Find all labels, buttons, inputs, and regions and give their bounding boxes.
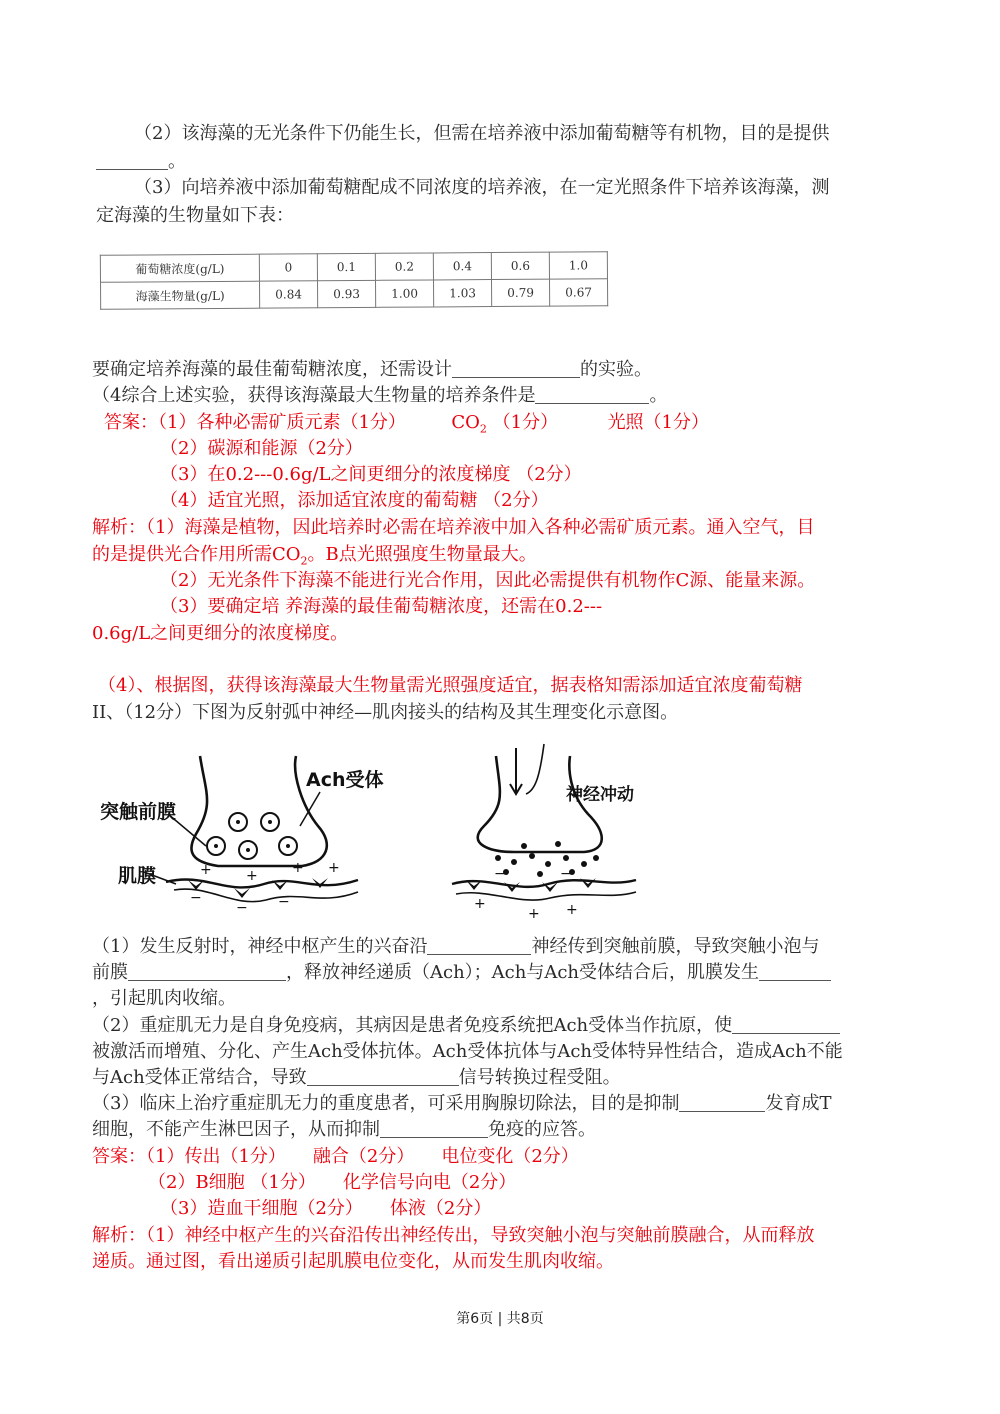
explanation-2-l2: 递质。通过图，看出递质引起肌膜电位变化，从而发生肌肉收缩。 xyxy=(92,1251,614,1272)
p2q1-d: ，释放神经递质（Ach）；Ach与Ach受体结合后，肌膜发生 xyxy=(286,962,760,983)
q2-line-2 xyxy=(96,150,186,174)
p2q1-blank-2[interactable] xyxy=(128,962,286,981)
explanation-2-line-2 xyxy=(92,1250,614,1274)
answer-1-a: 答案：（1）各种必需矿质元素（1分） xyxy=(104,412,406,433)
table-cell: 1.00 xyxy=(375,280,433,307)
answer-1-l4: （4）适宜光照，添加适宜浓度的葡萄糖 （2分） xyxy=(160,490,549,511)
q3b-post: 的实验。 xyxy=(580,359,652,380)
p2q3-c: 细胞，不能产生淋巴因子，从而抑制 xyxy=(92,1119,380,1140)
explanation-1-line-1 xyxy=(92,516,814,540)
table-cell: 1.0 xyxy=(549,252,607,279)
p2q2-line-3 xyxy=(92,1066,621,1090)
svg-text:+: + xyxy=(566,902,578,918)
q2-answer-blank[interactable] xyxy=(96,151,168,170)
answer-1-line-3 xyxy=(160,463,582,487)
table-cell: 0 xyxy=(259,254,317,281)
q2-tail: 。 xyxy=(168,151,186,172)
label-ach-receptor: Ach受体 xyxy=(306,769,384,791)
table-cell: 0.84 xyxy=(260,281,318,308)
p2q2-b: 被激活而增殖、分化、产生Ach受体抗体。Ach受体抗体与Ach受体特异性结合，造成Ach不能 xyxy=(92,1041,843,1062)
q3-text-2: 定海藻的生物量如下表： xyxy=(96,205,294,226)
p2q3-a: （3）临床上治疗重症肌无力的重度患者，可采用胸腺切除法，目的是抑制 xyxy=(92,1093,680,1114)
label-nerve-impulse: 神经冲动 xyxy=(566,785,634,805)
explanation-1-l5: 0.6g/L之间更细分的浓度梯度。 xyxy=(92,623,349,644)
explanation-1-l4: （3）要确定培 养海藻的最佳葡萄糖浓度，还需在0.2--- xyxy=(160,596,603,617)
p2q1-c: 前膜 xyxy=(92,962,128,983)
p2q3-blank-1[interactable] xyxy=(679,1093,765,1112)
q3b-pre: 要确定培养海藻的最佳葡萄糖浓度，还需设计 xyxy=(92,359,452,380)
answer-2-l3: （3）造血干细胞（2分） 体液（2分） xyxy=(160,1198,492,1219)
svg-text:+: + xyxy=(328,860,340,876)
table-row xyxy=(100,252,607,283)
p2q1-line-1 xyxy=(92,935,819,959)
explanation-1-line-5 xyxy=(92,622,348,646)
table-cell: 0.4 xyxy=(433,253,491,280)
answer-2-line-2 xyxy=(148,1171,516,1195)
p2q1-blank-3[interactable] xyxy=(759,962,831,981)
explanation-1-line-3 xyxy=(160,569,815,593)
answer-1-c: 光照（1分） xyxy=(607,412,710,433)
explanation-1-l1: 解析：（1）海藻是植物，因此培养时必需在培养液中加入各种必需矿质元素。通入空气，目 xyxy=(92,517,815,538)
table-cell: 0.2 xyxy=(375,253,433,280)
explanation-1-l6: （4）、根据图，获得该海藻最大生物量需光照强度适宜，据表格知需添加适宜浓度葡萄糖 xyxy=(98,675,803,696)
biomass-table xyxy=(100,251,608,310)
p2q2-a: （2）重症肌无力是自身免疫病，其病因是患者免疫系统把Ach受体当作抗原，使 xyxy=(92,1015,733,1036)
p2q3-blank-2[interactable] xyxy=(380,1119,488,1138)
q3-line-2 xyxy=(96,204,294,228)
p2q1-line-3 xyxy=(92,987,236,1011)
explanation-1-l2: 的是提供光合作用所需$CO_2$。B点光照强度生物量最大。 xyxy=(92,544,537,568)
svg-text:−: − xyxy=(560,866,572,882)
p2q2-c: 与Ach受体正常结合，导致 xyxy=(92,1067,307,1088)
answer-1-l3: （3）在0.2---0.6g/L之间更细分的浓度梯度 （2分） xyxy=(160,464,582,485)
part2-title-line xyxy=(92,701,678,725)
q4-post: 。 xyxy=(649,385,668,406)
q3b-answer-blank[interactable] xyxy=(452,359,580,378)
table-cell: 0.67 xyxy=(549,279,607,306)
svg-text:+: + xyxy=(528,906,540,922)
svg-text:−: − xyxy=(190,890,202,906)
q4-pre: （4综合上述实验，获得该海藻最大生物量的培养条件是 xyxy=(92,385,536,406)
q4-answer-blank[interactable] xyxy=(535,385,649,404)
p2q2-line-1 xyxy=(92,1014,840,1038)
page-footer: 第6页 | 共8页 xyxy=(456,1311,544,1327)
q3-line-1 xyxy=(134,176,829,200)
q4-line xyxy=(92,384,667,408)
table-row xyxy=(101,279,608,310)
answer-1-l2: （2）碳源和能源（2分） xyxy=(160,438,363,459)
svg-text:+: + xyxy=(246,868,258,884)
p2q1-blank-1[interactable] xyxy=(427,936,531,955)
part2-title: II、（12分）下图为反射弧中神经—肌肉接头的结构及其生理变化示意图。 xyxy=(92,702,679,723)
label-presynaptic-membrane: 突触前膜 xyxy=(100,801,177,823)
p2q3-d: 免疫的应答。 xyxy=(488,1119,596,1140)
p2q3-line-2 xyxy=(92,1118,596,1142)
table-header-biomass: 海藻生物量(g/L) xyxy=(101,281,260,309)
answer-1-line-4 xyxy=(160,489,549,513)
svg-text:−: − xyxy=(278,894,290,910)
table-cell: 0.1 xyxy=(317,253,375,280)
p2q2-blank-1[interactable] xyxy=(732,1015,840,1034)
explanation-1-line-4 xyxy=(160,595,602,619)
p2q2-blank-2[interactable] xyxy=(307,1067,459,1086)
answer-1-co2: $CO_2$ xyxy=(451,412,487,436)
p2q2-line-2 xyxy=(92,1040,843,1064)
answer-1-b: （1分） xyxy=(492,412,559,433)
answer-2-line-1 xyxy=(92,1145,579,1169)
table-cell: 1.03 xyxy=(433,280,491,307)
table-cell: 0.79 xyxy=(491,279,549,306)
q3-text-1: （3）向培养液中添加葡萄糖配成不同浓度的培养液，在一定光照条件下培养该海藻，测 xyxy=(134,177,830,198)
q2-text: （2）该海藻的无光条件下仍能生长，但需在培养液中添加葡萄糖等有机物，目的是提供 xyxy=(134,123,830,144)
answer-2-l2: （2）B细胞 （1分） 化学信号向电（2分） xyxy=(148,1172,517,1193)
p2q1-line-2 xyxy=(92,961,831,985)
q2-line xyxy=(134,122,829,146)
explanation-2-line-1 xyxy=(92,1224,814,1248)
answer-2-l1: 答案：（1）传出（1分） 融合（2分） 电位变化（2分） xyxy=(92,1146,579,1167)
svg-text:+: + xyxy=(200,862,212,878)
table-cell: 0.6 xyxy=(491,252,549,279)
table-cell: 0.93 xyxy=(318,280,376,307)
explanation-1-line-6 xyxy=(98,674,802,698)
q3b-line xyxy=(92,358,652,382)
p2q1-e: ，引起肌肉收缩。 xyxy=(92,988,236,1009)
p2q1-b: 神经传到突触前膜，导致突触小泡与 xyxy=(531,936,820,957)
svg-text:+: + xyxy=(474,896,486,912)
p2q1-a: （1）发生反射时，神经中枢产生的兴奋沿 xyxy=(92,936,428,957)
table-header-glucose: 葡萄糖浓度(g/L) xyxy=(100,254,259,282)
svg-text:+: + xyxy=(292,860,304,876)
answer-2-line-3 xyxy=(160,1197,491,1221)
neuromuscular-junction-figure xyxy=(96,734,656,924)
svg-text:−: − xyxy=(236,900,248,916)
explanation-2-l1: 解析：（1）神经中枢产生的兴奋沿传出神经传出，导致突触小泡与突触前膜融合，从而释放 xyxy=(92,1225,815,1246)
answer-1-line-2 xyxy=(160,437,363,461)
p2q3-line-1 xyxy=(92,1092,831,1116)
p2q3-b: 发育成T xyxy=(765,1093,832,1114)
p2q2-d: 信号转换过程受阻。 xyxy=(458,1067,621,1088)
explanation-1-l3: （2）无光条件下海藻不能进行光合作用，因此必需提供有机物作C源、能量来源。 xyxy=(160,570,816,591)
label-muscle-membrane: 肌膜 xyxy=(118,865,157,887)
svg-text:−: − xyxy=(494,866,506,882)
